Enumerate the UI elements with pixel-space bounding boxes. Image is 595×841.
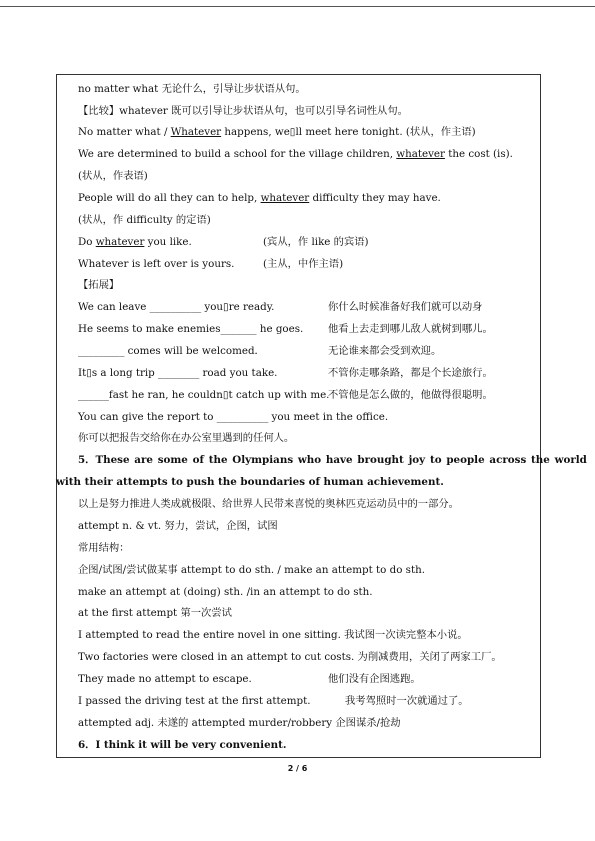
text-line: Whatever is left over is yours. (78, 258, 235, 270)
text-line: 企图/试图/尝试做某事 attempt to do sth. / make an attempt to do sth. (78, 564, 426, 576)
page-number: 2 / 6 (287, 764, 308, 773)
translation: 无论谁来都会受到欢迎。 (328, 345, 442, 357)
text-line: at the first attempt 第一次尝试 (78, 607, 232, 619)
text-annotation: (宾从，作 like 的宾语) (263, 236, 369, 248)
underlined-word: whatever (95, 236, 145, 248)
text-line: 以上是努力推进人类成就极限、给世界人民带来喜悦的奥林匹克运动员中的一部分。 (78, 498, 459, 510)
translation: 我考驾照时一次就通过了。 (345, 695, 469, 707)
exercise-line: It▯s a long trip ________ road you take. (78, 367, 278, 379)
text-line: We are determined to build a school for the village children, whatever the cost (is). (78, 148, 513, 160)
translation: 他们没有企图逃跑。 (328, 673, 421, 685)
underlined-word: whatever (260, 192, 310, 204)
example-line: I passed the driving test at the first attempt. (78, 695, 311, 707)
text-line: 【比较】whatever 既可以引导让步状语从句，也可以引导名词性从句。 (78, 105, 408, 117)
section-heading: 5．These are some of the Olympians who have brought joy to people across the world (78, 454, 587, 466)
text-line: (状从，作表语) (78, 170, 148, 182)
text-line: 【拓展】 (78, 279, 120, 291)
text-line: Do whatever you like. (78, 236, 192, 248)
text-line: (状从，作 difficulty 的定语) (78, 214, 211, 226)
text-annotation: (主从，中作主语) (263, 258, 344, 270)
translation: 不管你走哪条路，都是个长途旅行。 (328, 367, 493, 379)
underlined-word: whatever (396, 148, 445, 160)
text-line: No matter what / Whatever happens, we▯ll meet here tonight. (状从，作主语) (78, 126, 476, 138)
example-line: I attempted to read the entire novel in one sitting. 我试图一次读完整本小说。 (78, 629, 468, 641)
exercise-line: You can give the report to __________ you meet in the office. (78, 411, 389, 423)
top-rule (0, 6, 595, 7)
text-line: People will do all they can to help, whatever difficulty they may have. (78, 192, 441, 204)
example-line: They made no attempt to escape. (78, 673, 252, 685)
translation: 不管他是怎么做的，他做得很聪明。 (328, 389, 493, 401)
translation: 你什么时候准备好我们就可以动身 (328, 301, 483, 313)
exercise-line: We can leave __________ you▯re ready. (78, 301, 275, 313)
exercise-line: He seems to make enemies_______ he goes. (78, 323, 304, 335)
underlined-word: Whatever (170, 126, 222, 138)
section-heading-cont: with their attempts to push the boundaries of human achievement. (56, 476, 444, 488)
text-line: make an attempt at (doing) sth. /in an attempt to do sth. (78, 586, 373, 598)
text-line: attempted adj. 未遂的 attempted murder/robbery 企图谋杀/抢劫 (78, 717, 401, 729)
section-heading: 6．I think it will be very convenient. (78, 739, 287, 751)
exercise-line: ______fast he ran, he couldn▯t catch up with me. (78, 389, 330, 401)
text-line: attempt n. & vt. 努力，尝试，企图，试图 (78, 520, 278, 532)
translation: 你可以把报告交给你在办公室里遇到的任何人。 (78, 432, 295, 444)
example-line: Two factories were closed in an attempt to cut costs. 为削减费用，关闭了两家工厂。 (78, 651, 502, 663)
translation: 他看上去走到哪儿敌人就树到哪儿。 (328, 323, 493, 335)
text-line: 常用结构： (78, 542, 130, 554)
exercise-line: _________ comes will be welcomed． (78, 345, 265, 357)
text-line: no matter what 无论什么，引导让步状语从句。 (78, 83, 306, 95)
